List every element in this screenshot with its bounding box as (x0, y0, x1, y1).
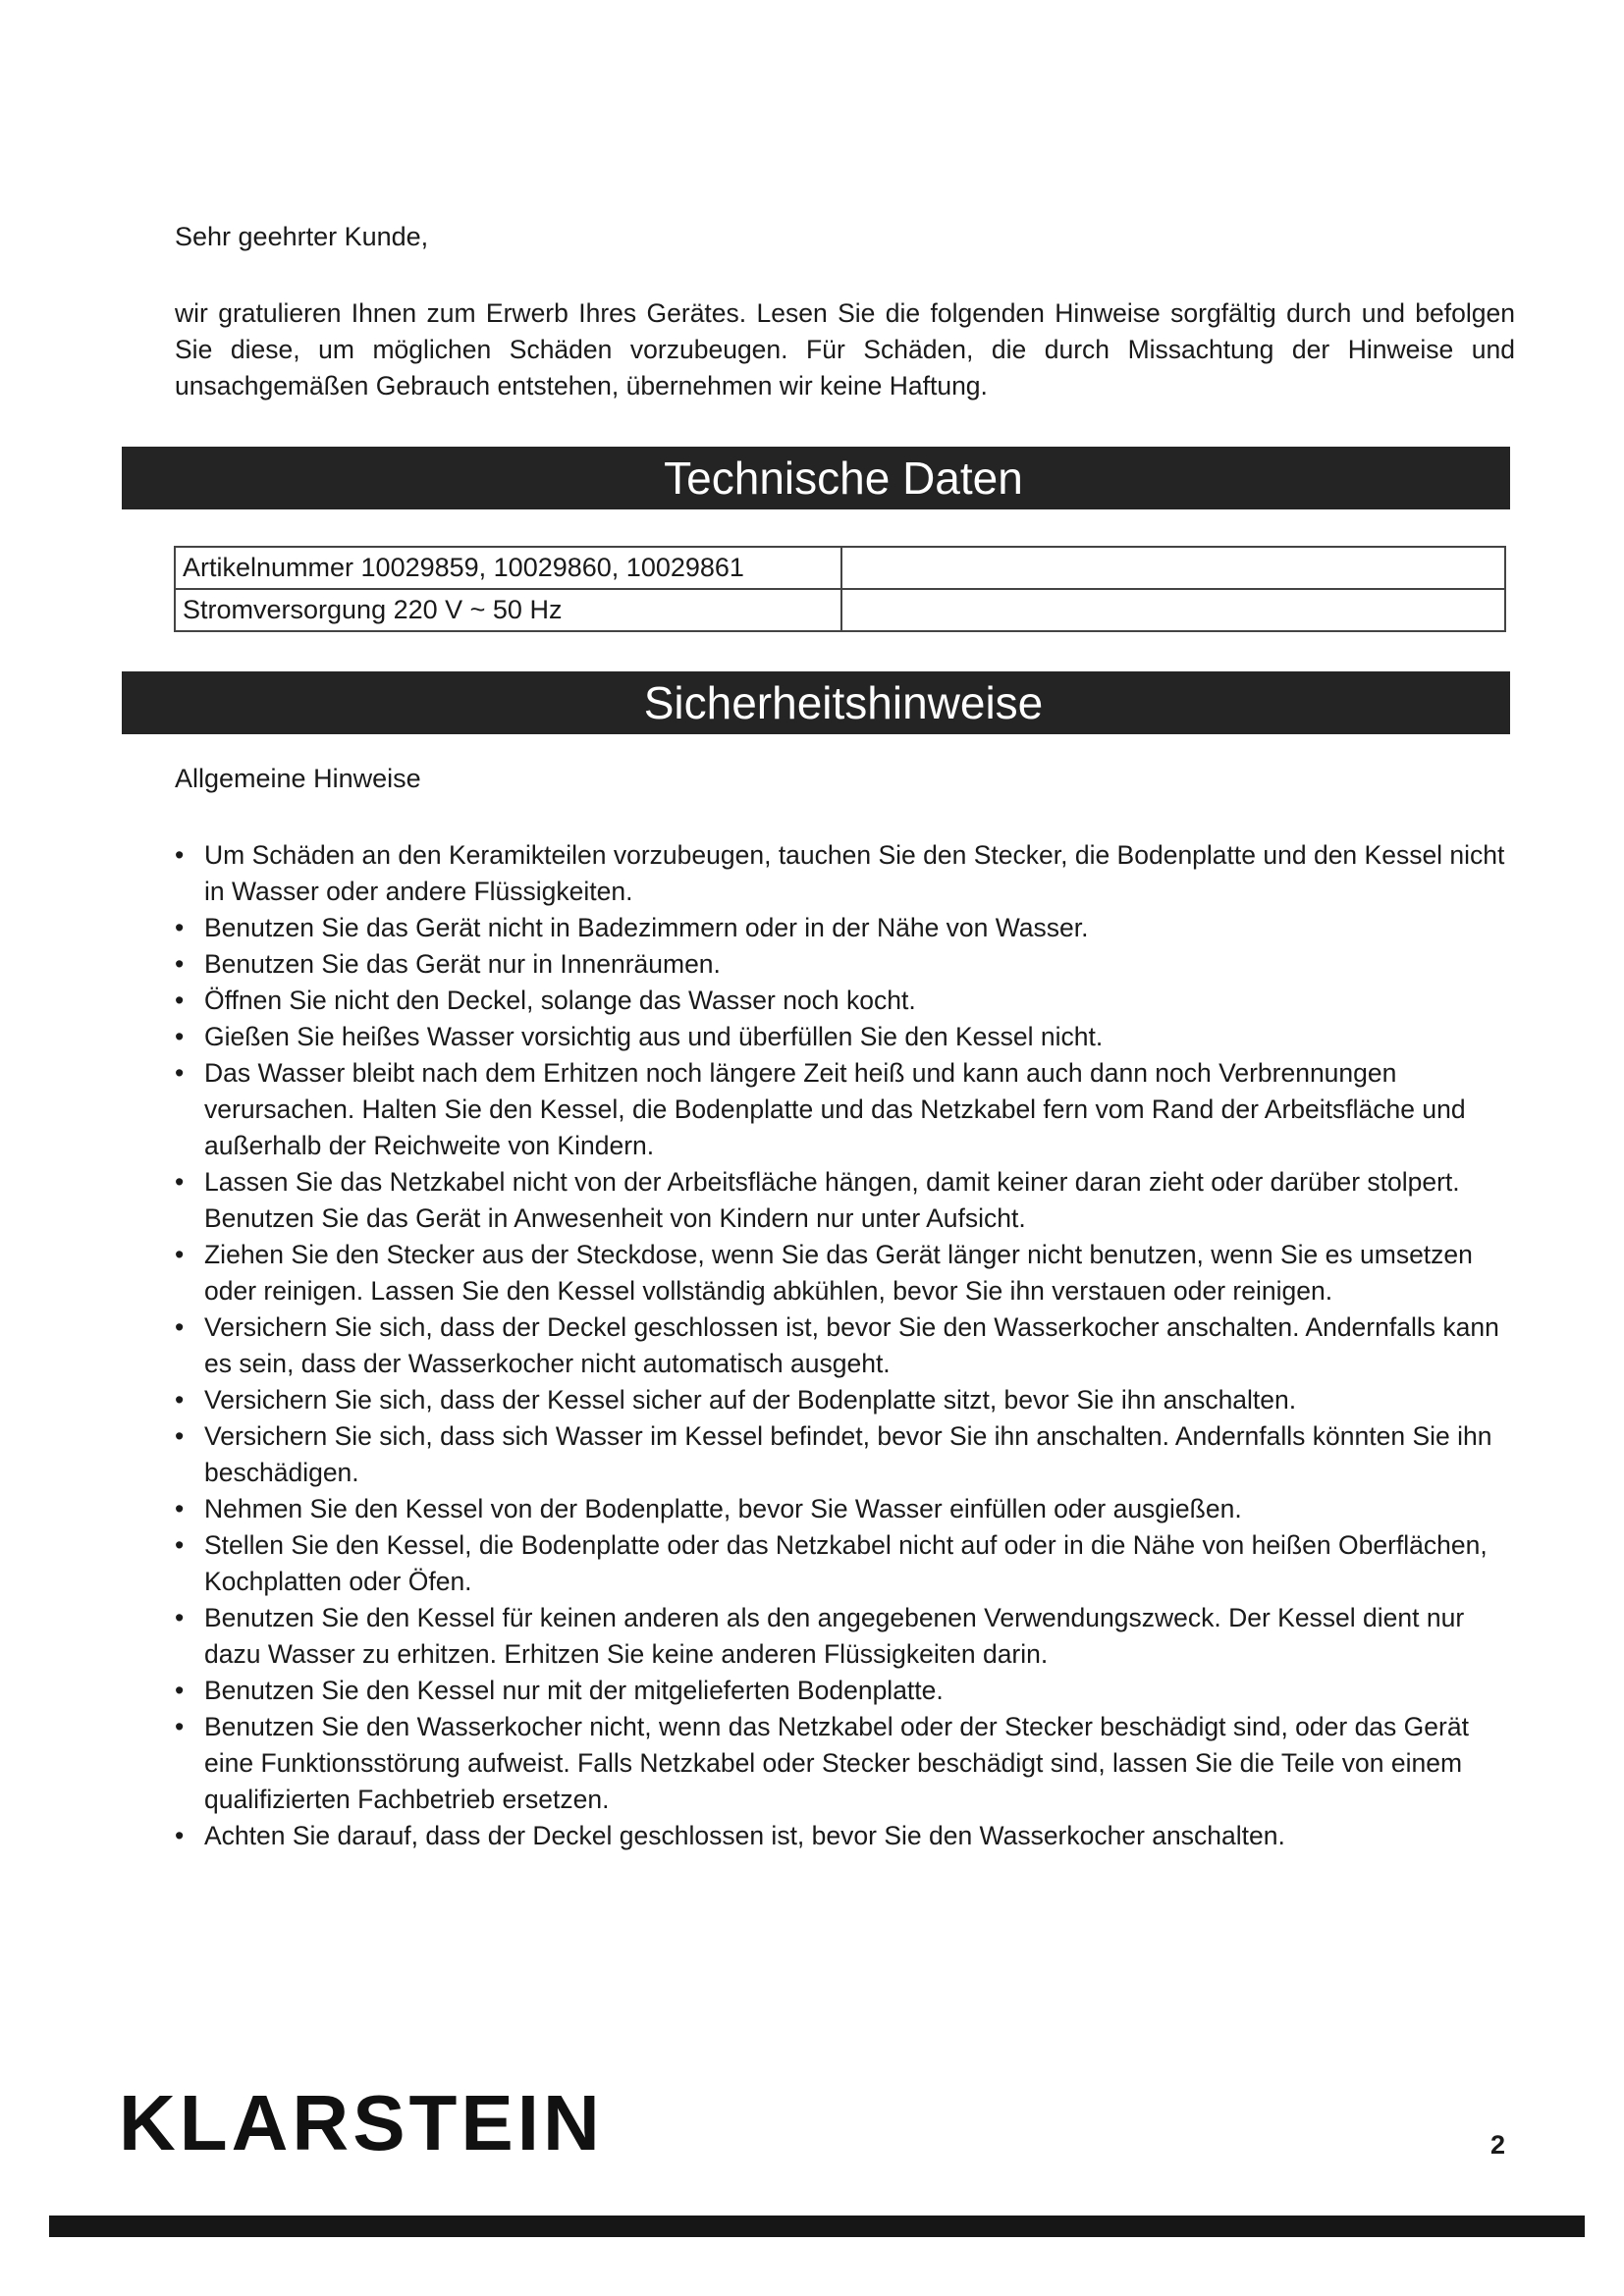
bullet-icon: • (175, 1712, 185, 1741)
bullet-icon: • (175, 840, 185, 870)
table-row (175, 547, 1505, 589)
list-item (167, 1418, 1522, 1491)
section-title: Technische Daten (664, 453, 1023, 504)
list-item (167, 1600, 1522, 1673)
bullet-icon: • (175, 1494, 185, 1523)
list-item-text: Achten Sie darauf, dass der Deckel geschlossen ist, bevor Sie den Wasserkocher anschalten. (204, 1821, 1285, 1850)
bullet-icon: • (175, 949, 185, 979)
footer-bar (49, 2216, 1585, 2237)
list-item-text: Versichern Sie sich, dass der Deckel geschlossen ist, bevor Sie den Wasserkocher anschalten. Andernfalls kann es sein, dass der Wasserkocher nicht automatisch ausgeht. (204, 1312, 1499, 1378)
bullet-icon: • (175, 1421, 185, 1451)
bullet-icon: • (175, 1240, 185, 1269)
list-item (167, 1237, 1522, 1309)
technical-data-table (174, 546, 1506, 632)
section-header-safety (122, 671, 1510, 734)
list-item (167, 983, 1522, 1019)
list-item-text: Benutzen Sie den Wasserkocher nicht, wenn das Netzkabel oder der Stecker beschädigt sind, oder das Gerät eine Funktionsstörung aufweist. Falls Netzkabel oder Stecker beschädigt sind, lassen Sie die Teile von einem qualifizierten Fachbetrieb ersetzen. (204, 1712, 1469, 1814)
bullet-icon: • (175, 1676, 185, 1705)
list-item-text: Öffnen Sie nicht den Deckel, solange das Wasser noch kocht. (204, 986, 916, 1015)
list-item (167, 1019, 1522, 1055)
list-item (167, 1673, 1522, 1709)
bullet-icon: • (175, 1603, 185, 1632)
list-item (167, 946, 1522, 983)
list-item-text: Um Schäden an den Keramikteilen vorzubeugen, tauchen Sie den Stecker, die Bodenplatte und den Kessel nicht in Wasser oder andere Flüssigkeiten. (204, 840, 1505, 906)
list-item (167, 1709, 1522, 1818)
table-cell-value (841, 547, 1505, 589)
page-number: 2 (1490, 2130, 1506, 2160)
salutation: Sehr geehrter Kunde, (175, 222, 429, 251)
list-item-text: Versichern Sie sich, dass der Kessel sicher auf der Bodenplatte sitzt, bevor Sie ihn anschalten. (204, 1385, 1297, 1415)
section-title: Sicherheitshinweise (643, 677, 1044, 728)
list-item (167, 1491, 1522, 1527)
list-item (167, 1527, 1522, 1600)
list-item (167, 1818, 1522, 1854)
list-item (167, 1382, 1522, 1418)
list-item-text: Das Wasser bleibt nach dem Erhitzen noch längere Zeit heiß und kann auch dann noch Verbrennungen verursachen. Halten Sie den Kessel, die Bodenplatte und das Netzkabel fern vom Rand der Arbeitsfläche und außerhalb der Reichweite von Kindern. (204, 1058, 1466, 1160)
intro-paragraph: wir gratulieren Ihnen zum Erwerb Ihres Gerätes. Lesen Sie die folgenden Hinweise sorgfältig durch und befolgen Sie diese, um möglichen Schäden vorzubeugen. Für Schäden, die durch Missachtung der Hinweise und unsachgemäßen Gebrauch entstehen, übernehmen wir keine Haftung. (175, 298, 1515, 400)
bullet-icon: • (175, 986, 185, 1015)
list-item (167, 1309, 1522, 1382)
subheading-general-notes: Allgemeine Hinweise (175, 764, 421, 793)
bullet-icon: • (175, 913, 185, 942)
table-row (175, 589, 1505, 631)
list-item (167, 1164, 1522, 1237)
list-item-text: Lassen Sie das Netzkabel nicht von der Arbeitsfläche hängen, damit keiner daran zieht oder darüber stolpert. Benutzen Sie das Gerät in Anwesenheit von Kindern nur unter Aufsicht. (204, 1167, 1460, 1233)
table-cell-label: Stromversorgung 220 V ~ 50 Hz (175, 589, 841, 631)
safety-notes-list (167, 837, 1522, 1854)
bullet-icon: • (175, 1385, 185, 1415)
bullet-icon: • (175, 1312, 185, 1342)
list-item (167, 1055, 1522, 1164)
bullet-icon: • (175, 1022, 185, 1051)
list-item-text: Benutzen Sie den Kessel für keinen anderen als den angegebenen Verwendungszweck. Der Kessel dient nur dazu Wasser zu erhitzen. Erhitzen Sie keine anderen Flüssigkeiten darin. (204, 1603, 1465, 1669)
list-item-text: Ziehen Sie den Stecker aus der Steckdose, wenn Sie das Gerät länger nicht benutzen, wenn Sie es umsetzen oder reinigen. Lassen Sie den Kessel vollständig abkühlen, bevor Sie ihn verstauen oder reinigen. (204, 1240, 1473, 1306)
table-cell-value (841, 589, 1505, 631)
list-item (167, 910, 1522, 946)
bullet-icon: • (175, 1821, 185, 1850)
brand-logo: KLARSTEIN (119, 2079, 604, 2166)
list-item-text: Benutzen Sie das Gerät nicht in Badezimmern oder in der Nähe von Wasser. (204, 913, 1089, 942)
list-item-text: Versichern Sie sich, dass sich Wasser im Kessel befindet, bevor Sie ihn anschalten. Andernfalls könnten Sie ihn beschädigen. (204, 1421, 1492, 1487)
list-item-text: Benutzen Sie das Gerät nur in Innenräumen. (204, 949, 721, 979)
list-item-text: Stellen Sie den Kessel, die Bodenplatte oder das Netzkabel nicht auf oder in die Nähe von heißen Oberflächen, Kochplatten oder Öfen. (204, 1530, 1488, 1596)
list-item-text: Gießen Sie heißes Wasser vorsichtig aus und überfüllen Sie den Kessel nicht. (204, 1022, 1104, 1051)
bullet-icon: • (175, 1058, 185, 1088)
list-item-text: Nehmen Sie den Kessel von der Bodenplatte, bevor Sie Wasser einfüllen oder ausgießen. (204, 1494, 1242, 1523)
section-header-technical-data (122, 447, 1510, 509)
bullet-icon: • (175, 1530, 185, 1560)
bullet-icon: • (175, 1167, 185, 1197)
list-item-text: Benutzen Sie den Kessel nur mit der mitgelieferten Bodenplatte. (204, 1676, 944, 1705)
table-cell-label: Artikelnummer 10029859, 10029860, 10029861 (175, 547, 841, 589)
list-item (167, 837, 1522, 910)
